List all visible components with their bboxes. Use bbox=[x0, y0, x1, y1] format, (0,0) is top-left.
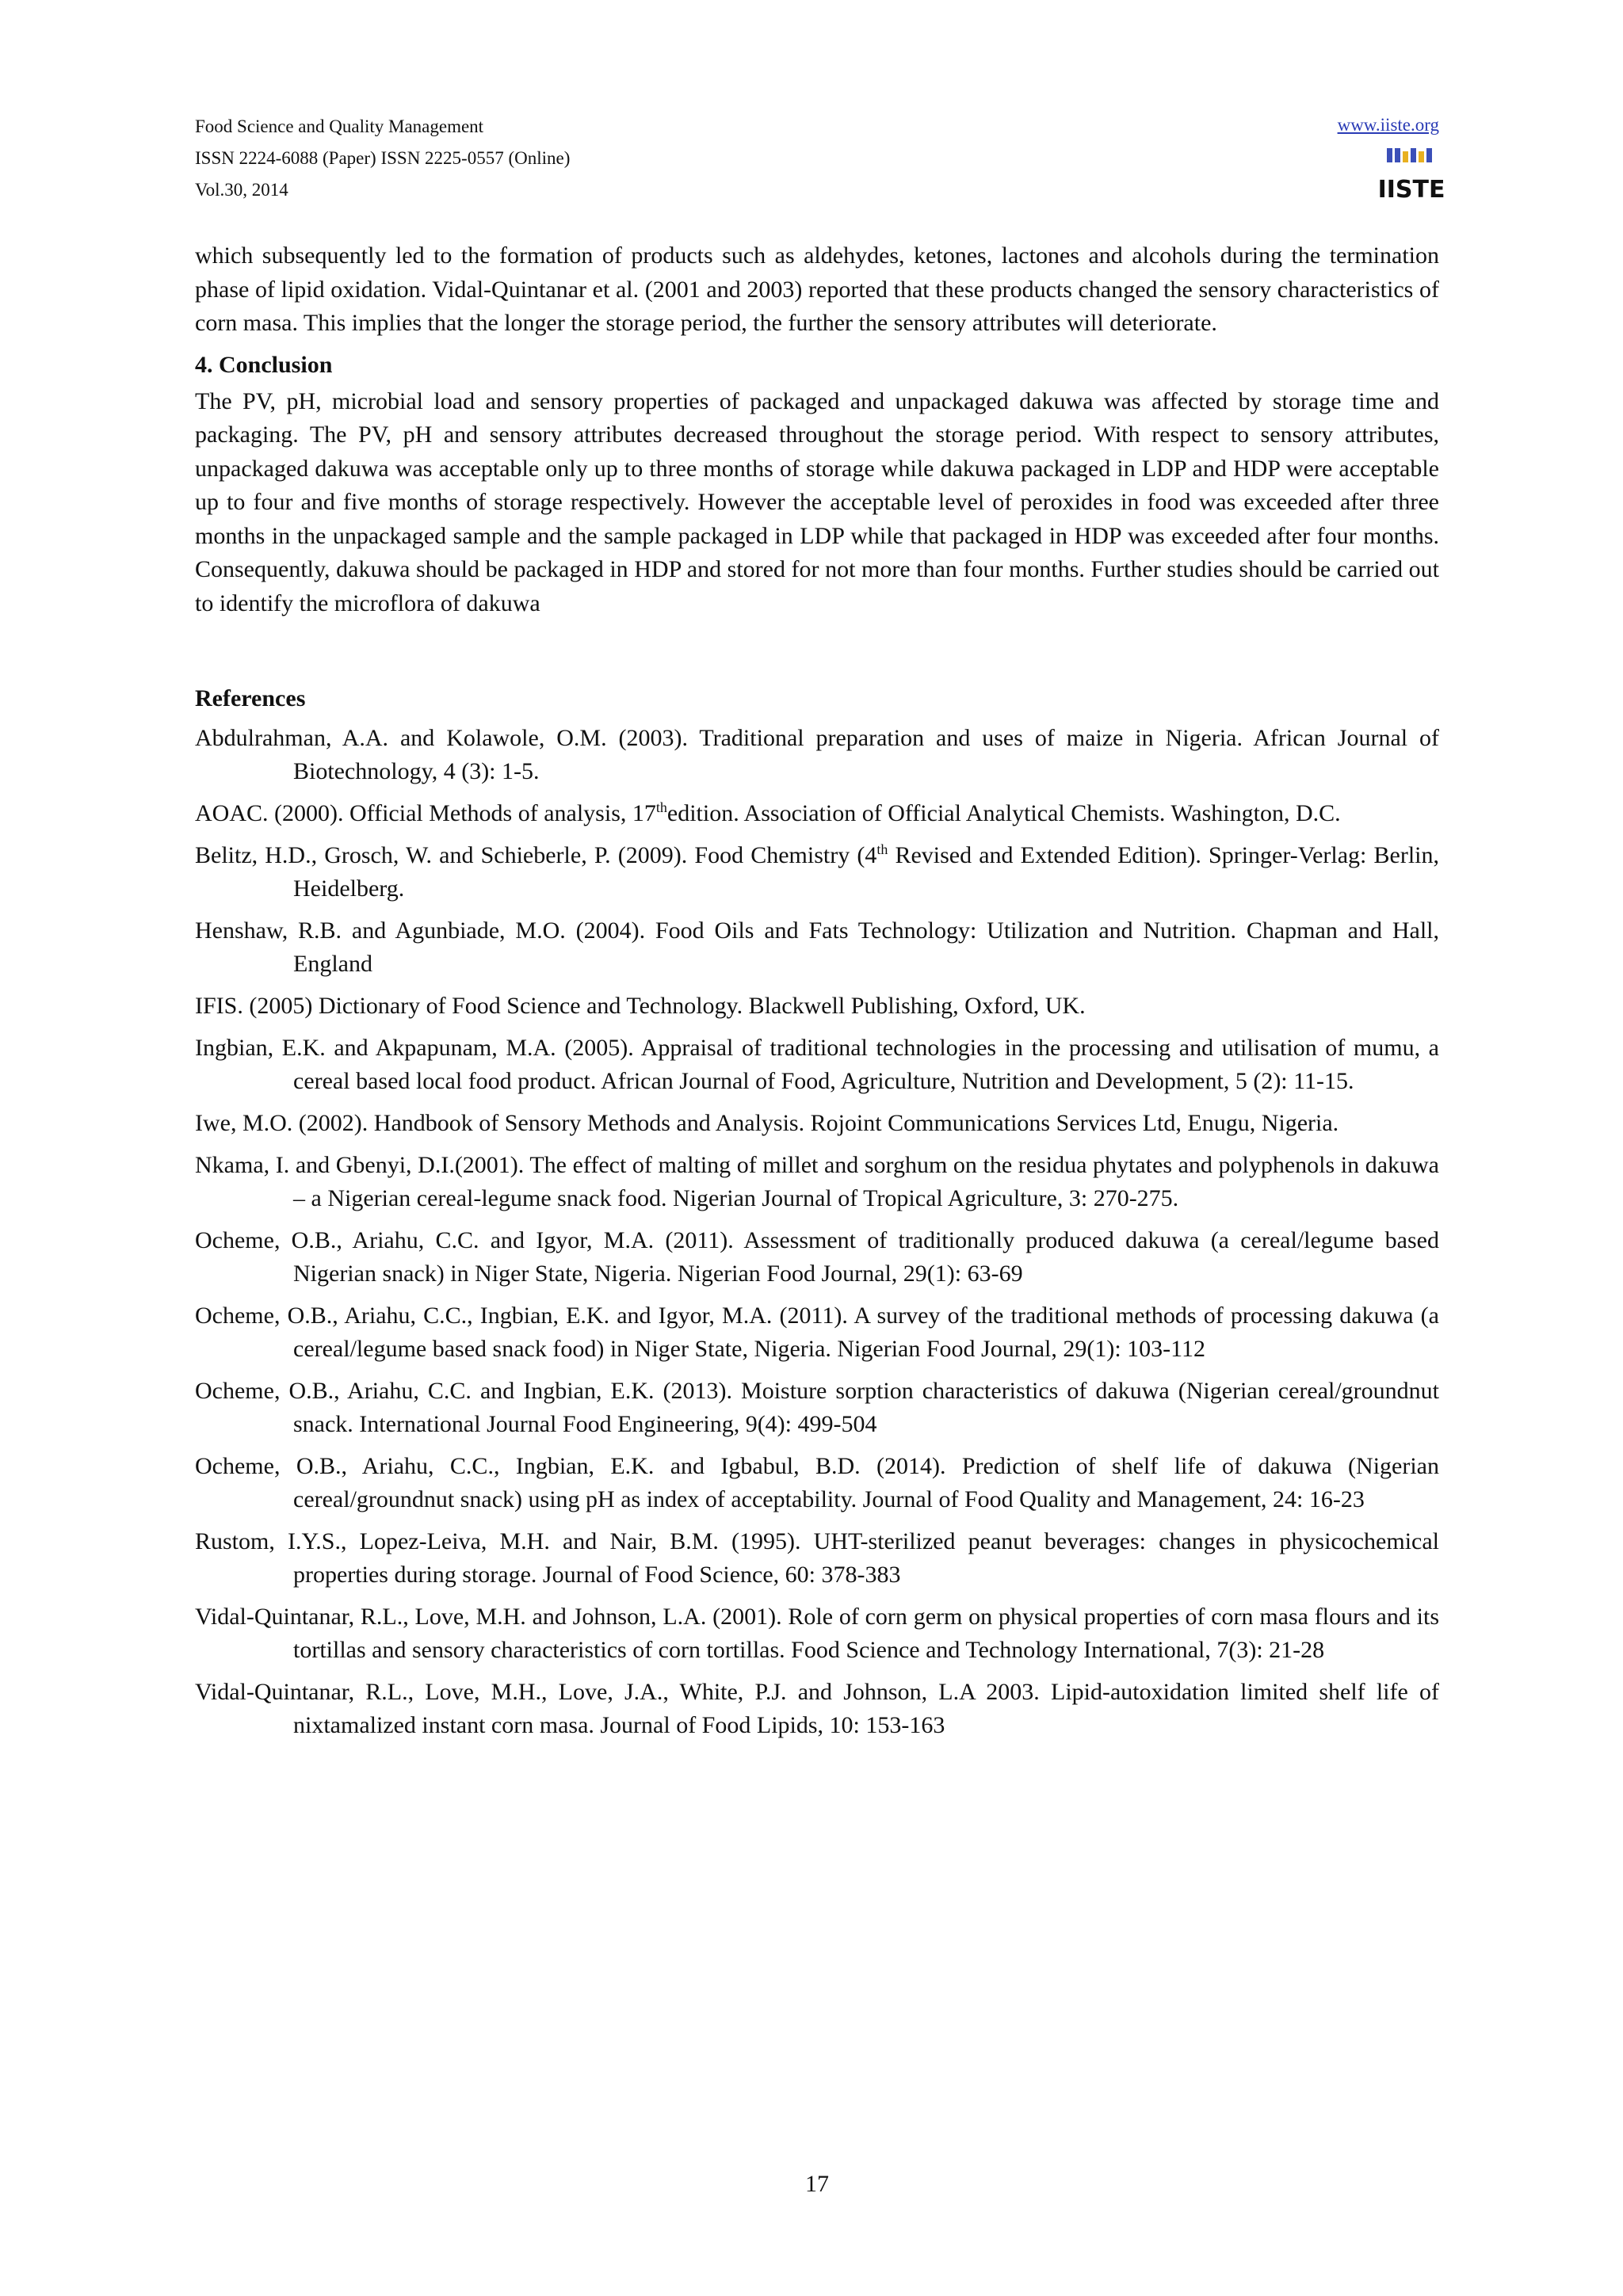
reference-item: Ingbian, E.K. and Akpapunam, M.A. (2005). Appraisal of traditional technologies in the processing and utilisation of mumu, a cereal based local food product. African Journal of Food, Agriculture, Nutrition and Development, 5 (2): 11-15. bbox=[195, 1035, 1439, 1094]
logo-text: IISTE bbox=[1377, 176, 1445, 204]
reference-item: Ocheme, O.B., Ariahu, C.C. and Igyor, M.A. (2011). Assessment of traditionally produced dakuwa (a cereal/legume based Nigerian snack) in Niger State, Nigeria. Nigerian Food Journal, 29(1): 63-69 bbox=[195, 1227, 1439, 1287]
conclusion-paragraph: The PV, pH, microbial load and sensory properties of packaged and unpackaged dakuwa was affected by storage time and packaging. The PV, pH and sensory attributes decreased throughout the storage period. With respect to sensory attributes, unpackaged dakuwa was acceptable only up to three months of storage while dakuwa packaged in LDP and HDP were acceptable up to four and five months of storage respectively. However the acceptable level of peroxides in food was exceeded after three months in the unpackaged sample and the sample packaged in LDP while that packaged in HDP was exceeded after four months. Consequently, dakuwa should be packaged in HDP and stored for not more than four months. Further studies should be carried out to identify the microflora of dakuwa bbox=[195, 387, 1439, 616]
volume-line: Vol.30, 2014 bbox=[195, 180, 288, 200]
reference-item: Ocheme, O.B., Ariahu, C.C., Ingbian, E.K. and Igbabul, B.D. (2014). Prediction of shelf life of dakuwa (Nigerian cereal/groundnut snack) using pH as index of acceptability. Journal of Food Quality and Management, 24: 16-23 bbox=[195, 1453, 1439, 1512]
reference-item: Vidal-Quintanar, R.L., Love, M.H., Love, J.A., White, P.J. and Johnson, L.A 2003. Lipid-autoxidation limited shelf life of nixtamalized instant corn masa. Journal of Food Lipids, 10: 153-163 bbox=[195, 1679, 1439, 1738]
website-link[interactable]: www.iiste.org bbox=[1337, 115, 1439, 135]
reference-item: AOAC. (2000). Official Methods of analysis, 17thedition. Association of Official Analytical Chemists. Washington, D.C. bbox=[195, 799, 1341, 826]
reference-item: Henshaw, R.B. and Agunbiade, M.O. (2004). Food Oils and Fats Technology: Utilization and Nutrition. Chapman and Hall, England bbox=[195, 917, 1439, 977]
page-header bbox=[195, 115, 1445, 210]
reference-item: IFIS. (2005) Dictionary of Food Science and Technology. Blackwell Publishing, Oxford, UK. bbox=[195, 993, 1086, 1019]
reference-item: Abdulrahman, A.A. and Kolawole, O.M. (2003). Traditional preparation and uses of maize in Nigeria. African Journal of Biotechnology, 4 (3): 1-5. bbox=[195, 725, 1439, 784]
page-number: 17 bbox=[805, 2171, 829, 2197]
main-content bbox=[195, 239, 1439, 1751]
reference-item: Ocheme, O.B., Ariahu, C.C. and Ingbian, E.K. (2013). Moisture sorption characteristics of dakuwa (Nigerian cereal/groundnut snack. International Journal Food Engineering, 9(4): 499-504 bbox=[195, 1378, 1439, 1437]
issn-line: ISSN 2224-6088 (Paper) ISSN 2225-0557 (Online) bbox=[195, 148, 571, 168]
section-heading-conclusion: 4. Conclusion bbox=[195, 351, 333, 378]
body-paragraph: which subsequently led to the formation of products such as aldehydes, ketones, lactones and alcohols during the termination phase of lipid oxidation. Vidal-Quintanar et al. (2001 and 2003) reported that these products changed the sensory characteristics of corn masa. This implies that the longer the storage period, the further the sensory attributes will deteriorate. bbox=[195, 242, 1439, 336]
reference-item: Ocheme, O.B., Ariahu, C.C., Ingbian, E.K. and Igyor, M.A. (2011). A survey of the traditional methods of processing dakuwa (a cereal/legume based snack food) in Niger State, Nigeria. Nigerian Food Journal, 29(1): 103-112 bbox=[195, 1302, 1439, 1362]
reference-item: Rustom, I.Y.S., Lopez-Leiva, M.H. and Nair, B.M. (1995). UHT-sterilized peanut beverages: changes in physicochemical properties during storage. Journal of Food Science, 60: 378-383 bbox=[195, 1528, 1439, 1588]
reference-list bbox=[195, 722, 1439, 1742]
reference-item: Belitz, H.D., Grosch, W. and Schieberle, P. (2009). Food Chemistry (4th Revised and Extended Edition). Springer-Verlag: Berlin, Heidelberg. bbox=[195, 841, 1439, 902]
journal-name: Food Science and Quality Management bbox=[195, 116, 484, 136]
iiste-logo-icon bbox=[1377, 147, 1445, 204]
reference-item: Nkama, I. and Gbenyi, D.I.(2001). The effect of malting of millet and sorghum on the residua phytates and polyphenols in dakuwa – a Nigerian cereal-legume snack food. Nigerian Journal of Tropical Agriculture, 3: 270-275. bbox=[195, 1152, 1439, 1211]
reference-item: Vidal-Quintanar, R.L., Love, M.H. and Johnson, L.A. (2001). Role of corn germ on physical properties of corn masa flours and its tortillas and sensory characteristics of corn tortillas. Food Science and Technology International, 7(3): 21-28 bbox=[195, 1604, 1439, 1663]
references-heading: References bbox=[195, 685, 306, 711]
reference-item: Iwe, M.O. (2002). Handbook of Sensory Methods and Analysis. Rojoint Communications Services Ltd, Enugu, Nigeria. bbox=[195, 1110, 1339, 1136]
